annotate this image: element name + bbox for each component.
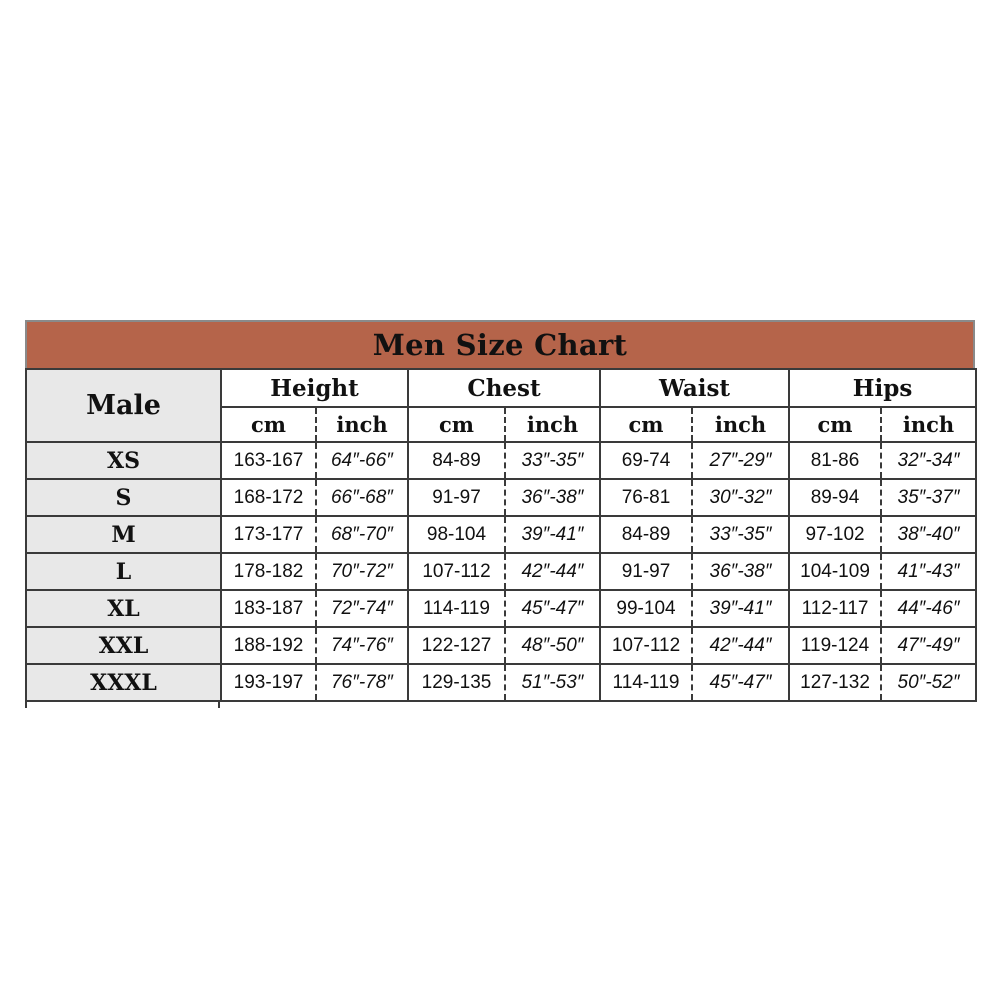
chest-cm-value: 84-89 [408, 442, 505, 479]
table-row-xl [26, 590, 976, 627]
waist-cm-value: 114-119 [600, 664, 692, 701]
corner-label: Male [26, 369, 221, 442]
waist-inch-value: 30″-32″ [692, 479, 789, 516]
waist-cm-value: 84-89 [600, 516, 692, 553]
chest-cm-value: 114-119 [408, 590, 505, 627]
hips-inch-value: 50″-52″ [881, 664, 976, 701]
size-chart [25, 320, 975, 708]
height-cm-value: 163-167 [221, 442, 316, 479]
hips-cm-value: 112-117 [789, 590, 881, 627]
chest-inch-value: 45″-47″ [505, 590, 600, 627]
height-inch-value: 76″-78″ [316, 664, 408, 701]
chest-cm-value: 122-127 [408, 627, 505, 664]
height-inch-value: 72″-74″ [316, 590, 408, 627]
chest-cm-value: 91-97 [408, 479, 505, 516]
waist-inch-value: 39″-41″ [692, 590, 789, 627]
waist-inch-value: 42″-44″ [692, 627, 789, 664]
table-bottom-edge [25, 702, 975, 708]
unit-hips-inch: inch [881, 407, 976, 442]
chest-cm-value: 129-135 [408, 664, 505, 701]
waist-cm-value: 107-112 [600, 627, 692, 664]
size-label: L [26, 553, 221, 590]
waist-inch-value: 36″-38″ [692, 553, 789, 590]
size-label: M [26, 516, 221, 553]
group-hips: Hips [789, 369, 976, 407]
unit-hips-cm: cm [789, 407, 881, 442]
size-label: XS [26, 442, 221, 479]
height-cm-value: 193-197 [221, 664, 316, 701]
height-cm-value: 183-187 [221, 590, 316, 627]
size-label: XXL [26, 627, 221, 664]
chest-inch-value: 36″-38″ [505, 479, 600, 516]
table-row-xxxl [26, 664, 976, 701]
group-height: Height [221, 369, 408, 407]
chest-cm-value: 107-112 [408, 553, 505, 590]
waist-cm-value: 99-104 [600, 590, 692, 627]
chest-inch-value: 42″-44″ [505, 553, 600, 590]
chest-cm-value: 98-104 [408, 516, 505, 553]
unit-height-inch: inch [316, 407, 408, 442]
hips-cm-value: 89-94 [789, 479, 881, 516]
table-row-m [26, 516, 976, 553]
chest-inch-value: 33″-35″ [505, 442, 600, 479]
hips-cm-value: 97-102 [789, 516, 881, 553]
title-bar [25, 320, 975, 368]
height-inch-value: 70″-72″ [316, 553, 408, 590]
waist-inch-value: 27″-29″ [692, 442, 789, 479]
height-inch-value: 74″-76″ [316, 627, 408, 664]
unit-chest-inch: inch [505, 407, 600, 442]
unit-chest-cm: cm [408, 407, 505, 442]
hips-inch-value: 47″-49″ [881, 627, 976, 664]
hips-cm-value: 104-109 [789, 553, 881, 590]
hips-inch-value: 44″-46″ [881, 590, 976, 627]
height-cm-value: 188-192 [221, 627, 316, 664]
waist-cm-value: 91-97 [600, 553, 692, 590]
hips-inch-value: 41″-43″ [881, 553, 976, 590]
waist-inch-value: 33″-35″ [692, 516, 789, 553]
size-label: S [26, 479, 221, 516]
table-row-s [26, 479, 976, 516]
table-row-xxl [26, 627, 976, 664]
unit-height-cm: cm [221, 407, 316, 442]
height-cm-value: 173-177 [221, 516, 316, 553]
height-cm-value: 178-182 [221, 553, 316, 590]
unit-waist-cm: cm [600, 407, 692, 442]
waist-inch-value: 45″-47″ [692, 664, 789, 701]
size-label: XXXL [26, 664, 221, 701]
hips-cm-value: 127-132 [789, 664, 881, 701]
group-waist: Waist [600, 369, 789, 407]
size-label: XL [26, 590, 221, 627]
chest-inch-value: 48″-50″ [505, 627, 600, 664]
height-inch-value: 64″-66″ [316, 442, 408, 479]
waist-cm-value: 69-74 [600, 442, 692, 479]
group-header-row [26, 369, 976, 407]
hips-inch-value: 38″-40″ [881, 516, 976, 553]
group-chest: Chest [408, 369, 600, 407]
hips-inch-value: 32″-34″ [881, 442, 976, 479]
hips-cm-value: 119-124 [789, 627, 881, 664]
bottom-edge-segment [27, 702, 220, 708]
hips-cm-value: 81-86 [789, 442, 881, 479]
size-table [25, 368, 977, 702]
chest-inch-value: 39″-41″ [505, 516, 600, 553]
hips-inch-value: 35″-37″ [881, 479, 976, 516]
chart-title: Men Size Chart [372, 328, 628, 362]
height-inch-value: 68″-70″ [316, 516, 408, 553]
chest-inch-value: 51″-53″ [505, 664, 600, 701]
height-inch-value: 66″-68″ [316, 479, 408, 516]
waist-cm-value: 76-81 [600, 479, 692, 516]
unit-waist-inch: inch [692, 407, 789, 442]
table-row-l [26, 553, 976, 590]
height-cm-value: 168-172 [221, 479, 316, 516]
table-row-xs [26, 442, 976, 479]
